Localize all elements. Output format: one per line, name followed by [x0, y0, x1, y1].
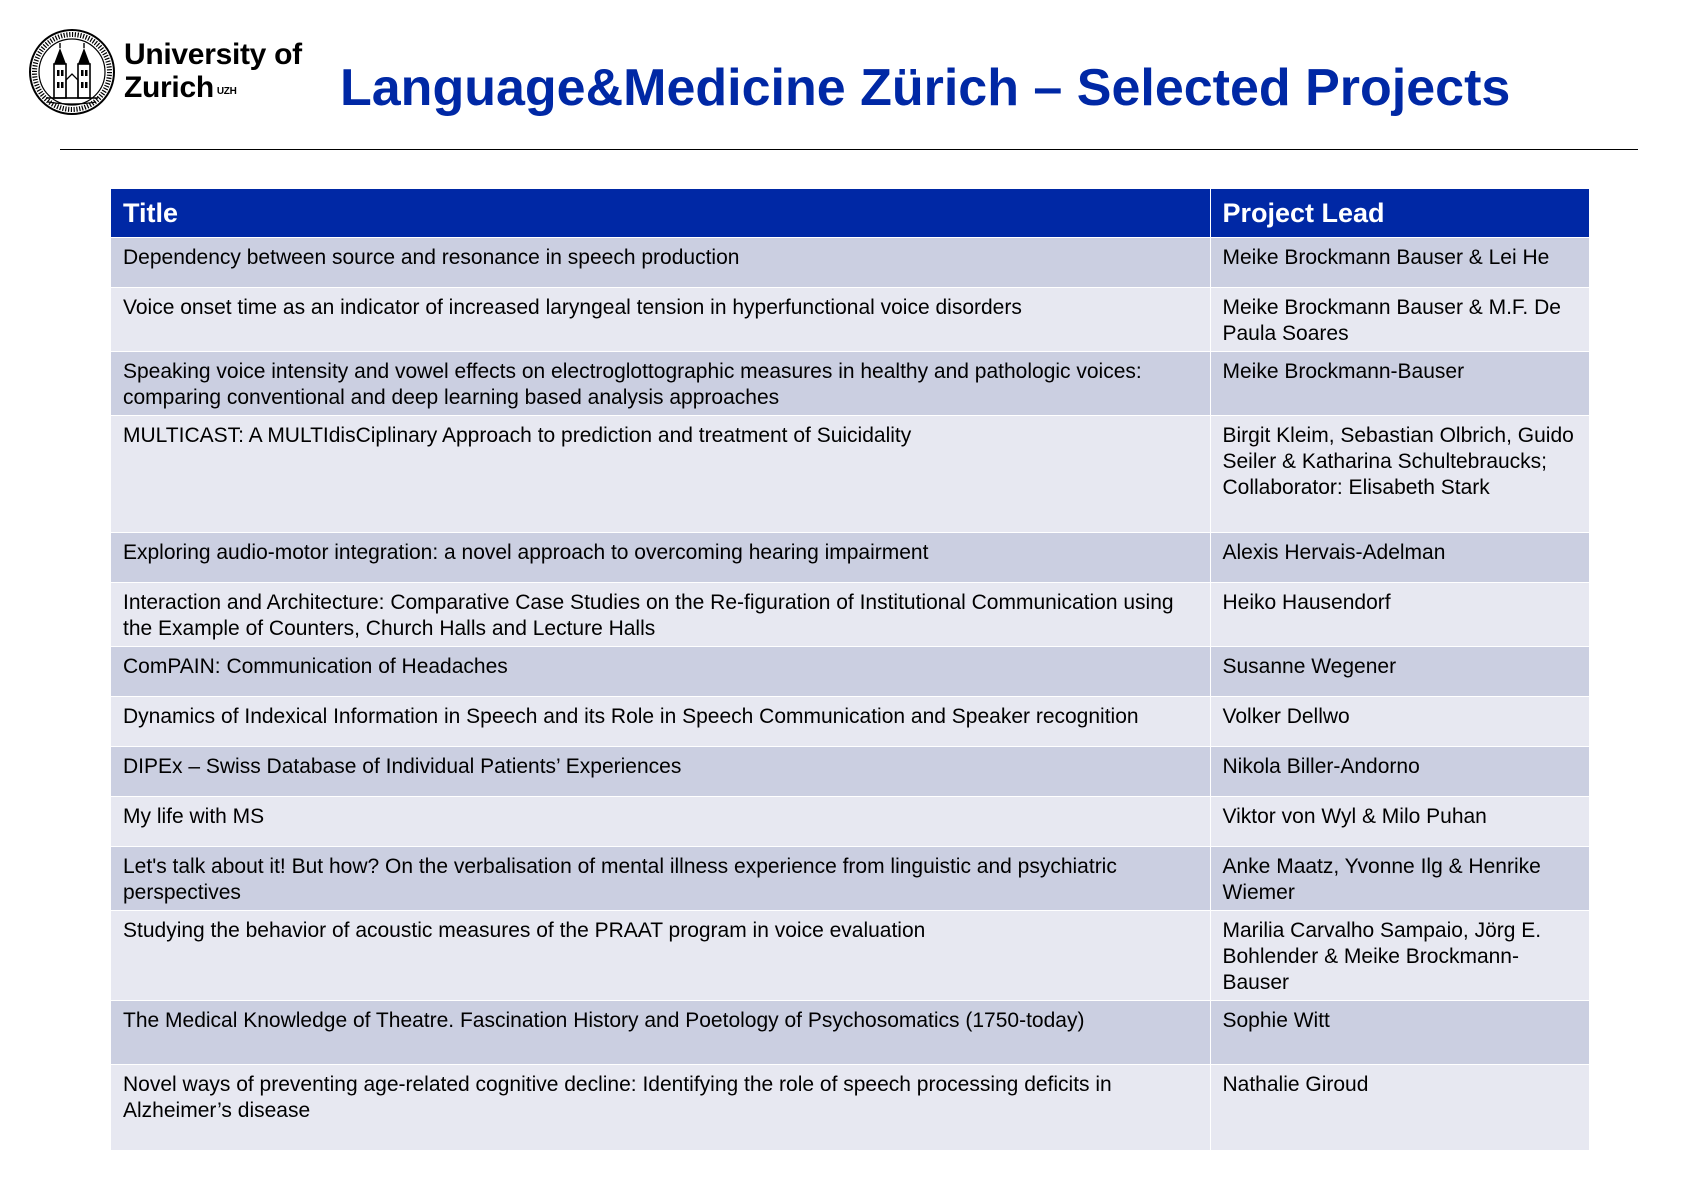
project-lead-cell: Marilia Carvalho Sampaio, Jörg E. Bohlender & Meike Brockmann-Bauser — [1210, 911, 1589, 1001]
project-lead-cell: Meike Brockmann-Bauser — [1210, 352, 1589, 416]
table-row — [111, 352, 1589, 416]
project-title-cell: Voice onset time as an indicator of increased laryngeal tension in hyperfunctional voice disorders — [111, 288, 1210, 352]
project-title-cell: DIPEx – Swiss Database of Individual Patients’ Experiences — [111, 747, 1210, 797]
wordmark-superscript: UZH — [216, 86, 237, 97]
project-title-cell: Interaction and Architecture: Comparative Case Studies on the Re-figuration of Institutional Communication using the Example of Counters, Church Halls and Lecture Halls — [111, 583, 1210, 647]
table-row — [111, 1001, 1589, 1065]
project-title-cell: Studying the behavior of acoustic measures of the PRAAT program in voice evaluation — [111, 911, 1210, 1001]
project-lead-cell: Birgit Kleim, Sebastian Olbrich, Guido Seiler & Katharina Schultebraucks; Collaborator: Elisabeth Stark — [1210, 416, 1589, 533]
project-title-cell: Let's talk about it! But how? On the verbalisation of mental illness experience from linguistic and psychiatric perspectives — [111, 847, 1210, 911]
table-row — [111, 583, 1589, 647]
column-header-title: Title — [111, 189, 1210, 238]
project-lead-cell: Meike Brockmann Bauser & M.F. De Paula Soares — [1210, 288, 1589, 352]
project-title-cell: MULTICAST: A MULTIdisCiplinary Approach to prediction and treatment of Suicidality — [111, 416, 1210, 533]
project-title-cell: Dependency between source and resonance in speech production — [111, 238, 1210, 288]
table-row — [111, 647, 1589, 697]
projects-table — [111, 189, 1589, 1150]
header-divider — [60, 149, 1638, 150]
table-row — [111, 1065, 1589, 1150]
project-title-cell: Novel ways of preventing age-related cognitive decline: Identifying the role of speech processing deficits in Alzheimer’s disease — [111, 1065, 1210, 1150]
project-title-cell: My life with MS — [111, 797, 1210, 847]
project-lead-cell: Alexis Hervais-Adelman — [1210, 533, 1589, 583]
wordmark-line1: University of — [124, 38, 302, 71]
project-lead-cell: Nathalie Giroud — [1210, 1065, 1589, 1150]
table-row — [111, 697, 1589, 747]
project-lead-cell: Nikola Biller-Andorno — [1210, 747, 1589, 797]
table-row — [111, 416, 1589, 533]
project-lead-cell: Meike Brockmann Bauser & Lei He — [1210, 238, 1589, 288]
project-title-cell: Exploring audio-motor integration: a novel approach to overcoming hearing impairment — [111, 533, 1210, 583]
wordmark-zurich: Zurich — [124, 71, 214, 104]
project-title-cell: The Medical Knowledge of Theatre. Fascination History and Poetology of Psychosomatics (1750-today) — [111, 1001, 1210, 1065]
project-lead-cell: Sophie Witt — [1210, 1001, 1589, 1065]
project-lead-cell: Anke Maatz, Yvonne Ilg & Henrike Wiemer — [1210, 847, 1589, 911]
table-row — [111, 911, 1589, 1001]
uzh-logo — [28, 28, 328, 118]
project-lead-cell: Heiko Hausendorf — [1210, 583, 1589, 647]
project-lead-cell: Viktor von Wyl & Milo Puhan — [1210, 797, 1589, 847]
column-header-project-lead: Project Lead — [1210, 189, 1589, 238]
table-row — [111, 238, 1589, 288]
table-row — [111, 847, 1589, 911]
table-row — [111, 747, 1589, 797]
project-lead-cell: Volker Dellwo — [1210, 697, 1589, 747]
table-header-row — [111, 189, 1589, 238]
uzh-seal-icon — [28, 28, 116, 116]
project-title-cell: ComPAIN: Communication of Headaches — [111, 647, 1210, 697]
project-lead-cell: Susanne Wegener — [1210, 647, 1589, 697]
uzh-wordmark — [124, 38, 302, 104]
project-title-cell: Dynamics of Indexical Information in Speech and its Role in Speech Communication and Speaker recognition — [111, 697, 1210, 747]
table-row — [111, 533, 1589, 583]
page-title: Language&Medicine Zürich – Selected Projects — [340, 59, 1511, 117]
project-title-cell: Speaking voice intensity and vowel effects on electroglottographic measures in healthy and pathologic voices: comparing conventional and deep learning based analysis approaches — [111, 352, 1210, 416]
table-row — [111, 288, 1589, 352]
table-row — [111, 797, 1589, 847]
wordmark-line2 — [124, 71, 302, 104]
